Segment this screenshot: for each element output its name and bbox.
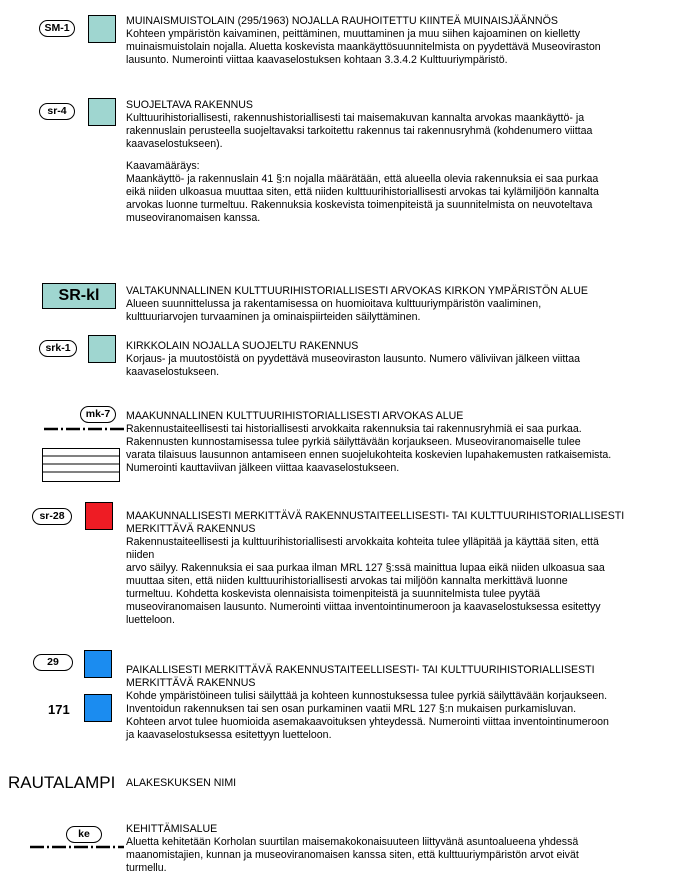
entry-title: KIRKKOLAIN NOJALLA SUOJELTU RAKENNUS: [126, 340, 359, 352]
ke-label: ke: [66, 826, 102, 843]
entry-text-line: Aluetta kehitetään Korholan suurtilan maisemakokonaisuuteen liittyvänä asuntoalueena yhdessä: [126, 836, 579, 848]
legend-entry-subcenter-name: [126, 777, 680, 790]
entry-text-line: arvokas luonne turmeltuu. Rakennuksia koskevista toimenpiteistä ja suunnitelmista on neuvoteltava: [126, 199, 593, 211]
entry-text-line: eikä niiden ulkoasua muuttaa siten, että niiden kulttuurihistoriallisesti arvokas tai kylämiljöön kannalta: [126, 186, 599, 198]
regional-building-swatch: [85, 502, 113, 530]
entry-text-line: kaavaselostukseen).: [126, 138, 223, 150]
entry-text-line: Inventoidun rakennuksen tai sen osan purkaminen vaatii MRL 127 §:n mukaisen purkamisluvan.: [126, 703, 577, 715]
legend-entry-sm-1: [126, 15, 680, 67]
entry-text-line: Rakennusten kunnostamisessa tulee pyrkiä säilyttävään korjaukseen. Museoviranomaiselle tulee: [126, 436, 581, 448]
mk-7-label: mk-7: [80, 406, 116, 423]
entry-title: SUOJELTAVA RAKENNUS: [126, 99, 253, 111]
entry-text-line: arvo säilyy. Rakennuksia ei saa purkaa ilman MRL 127 §:ssä mainittua lupaa eikä niiden ulkoasua saa: [126, 562, 605, 574]
entry-text-line: muuttaa siten, että niiden kulttuurihistoriallisesti arvokas tai miljöön kannalta merkittävä luonne: [126, 575, 568, 587]
entry-text-line: muinaismuistolain nojalla. Aluetta koskevista maankäyttösuunnitelmista on pyydettävä Museoviraston: [126, 41, 601, 53]
entry-text-line: varata tilaisuus lausunnon antamiseen ennen suojelukohteita koskevien lupahakemusten ratkaisemista.: [126, 449, 612, 461]
legend-entry-ke: [126, 823, 680, 875]
legend-entry-srk-1: [126, 340, 680, 379]
legend-entry-sr-4: [126, 99, 680, 225]
entry-text-line: kulttuuriarvojen turvaaminen ja ominaispiirteiden säilyttäminen.: [126, 311, 421, 323]
entry-text-line: ja kaavaselostuksessa esitettyyn luetteloon.: [126, 729, 332, 741]
subcenter-name-sample: RAUTALAMPI: [8, 773, 116, 792]
legend-entry-mk-7: [126, 410, 680, 475]
entry-text-line: niiden: [126, 549, 155, 561]
entry-title: KEHITTÄMISALUE: [126, 823, 218, 835]
entry-text-line: lausunto. Numerointi viittaa kaavaselostuksen kohtaan 3.3.4.2 Kulttuuriympäristö.: [126, 54, 508, 66]
entry-text-line: Kulttuurihistoriallisesti, rakennushistoriallisesti tai maisemakuvan kannalta arvokas maankäyttö- ja: [126, 112, 585, 124]
sr-28-label: sr-28: [32, 508, 72, 525]
entry-title: MAAKUNNALLINEN KULTTUURIHISTORIALLISESTI ARVOKAS ALUE: [126, 410, 464, 422]
sr-4-label: sr-4: [39, 103, 75, 120]
protected-building-swatch: [88, 98, 116, 126]
legend-entry-sr-28: [126, 510, 680, 627]
legend-entry-29: [126, 664, 680, 742]
local-building-swatch: [84, 650, 112, 678]
entry-text-line: museoviranomaisen kanssa.: [126, 212, 261, 224]
entry-text-line: kaavaselostukseen.: [126, 366, 220, 378]
entry-title: ALAKESKUKSEN NIMI: [126, 777, 237, 789]
entry-title: MUINAISMUISTOLAIN (295/1963) NOJALLA RAUHOITETTU KIINTEÄ MUINAISJÄÄNNÖS: [126, 15, 558, 27]
entry-title: PAIKALLISESTI MERKITTÄVÄ RAKENNUSTAITEELLISESTI- TAI KULTTUURIHISTORIALLISESTI: [126, 664, 595, 676]
entry-title: VALTAKUNNALLINEN KULTTUURIHISTORIALLISESTI ARVOKAS KIRKON YMPÄRISTÖN ALUE: [126, 285, 588, 297]
entry-text-line: turmeltuu. Kohdetta koskevista olennaisista toimenpiteistä ja suunnitelmista tulee pyytää: [126, 588, 540, 600]
entry-title: MAAKUNNALLISESTI MERKITTÄVÄ RAKENNUSTAITEELLISESTI- TAI KULTTUURIHISTORIALLISESTI: [126, 510, 625, 522]
entry-text-line: Numerointi kauttaviivan jälkeen viittaa kaavaselostukseen.: [126, 462, 400, 474]
entry-text-line: Kohteen ympäristön kaivaminen, peittäminen, muuttaminen ja muu siihen kajoaminen on kielletty: [126, 28, 581, 40]
entry-title-line-2: MERKITTÄVÄ RAKENNUS: [126, 523, 256, 535]
church-law-building-swatch: [88, 335, 116, 363]
entry-text-line: museoviranomaisen lausunto. Numerointi viittaa inventointinumeroon ja kaavaselostuksessa esitettyy: [126, 601, 601, 613]
number-171-label: 171: [48, 702, 70, 717]
entry-text-line: Kohde ympäristöineen tulisi säilyttää ja kohteen kunnostuksessa tulee pyrkiä säilyttävään korjaukseen.: [126, 690, 608, 702]
srk-1-label: srk-1: [39, 340, 77, 357]
sr-kl-label-box: SR-kl: [42, 283, 116, 309]
entry-text-line: turmellu.: [126, 862, 167, 874]
number-29-label: 29: [33, 654, 73, 671]
local-building-swatch-2: [84, 694, 112, 722]
entry-subheading: Kaavamääräys:: [126, 160, 200, 172]
ancient-monument-swatch: [88, 15, 116, 43]
sm-1-label: SM-1: [39, 20, 75, 37]
entry-text-line: Korjaus- ja muutostöistä on pyydettävä museoviraston lausunto. Numero väliviivan jälkeen viittaa: [126, 353, 580, 365]
legend-entry-sr-kl: [126, 285, 680, 324]
entry-text-line: Alueen suunnittelussa ja rakentamisessa on huomioitava kulttuuriympäristön vaaliminen,: [126, 298, 542, 310]
entry-text-line: Kohteen arvot tulee huomioida asemakaavoituksen yhteydessä. Numerointi viittaa inventointinumeroon: [126, 716, 609, 728]
entry-text-line: luetteloon.: [126, 614, 175, 626]
entry-title-line-2: MERKITTÄVÄ RAKENNUS: [126, 677, 256, 689]
entry-text-line: maanomistajien, kunnan ja museoviranomaisen kanssa siten, että kulttuuriympäristön arvot eivät: [126, 849, 579, 861]
entry-text-line: Maankäyttö- ja rakennuslain 41 §:n nojalla määrätään, että alueella olevia rakennuksia ei saa purkaa: [126, 173, 599, 185]
regional-area-hatch-icon: [42, 448, 120, 482]
entry-text-line: Rakennustaiteellisesti ja kulttuurihistoriallisesti arvokkaita kohteita tulee ylläpitää ja käyttää siten, että: [126, 536, 599, 548]
entry-text-line: rakennuslain perusteella suojeltavaksi tarkoitettu rakennus tai rakennusryhmä (kohdenumero viittaa: [126, 125, 593, 137]
entry-text-line: Rakennustaiteellisesti tai historiallisesti arvokkaita rakennuksia tai rakennusryhmiä ei saa purkaa.: [126, 423, 582, 435]
